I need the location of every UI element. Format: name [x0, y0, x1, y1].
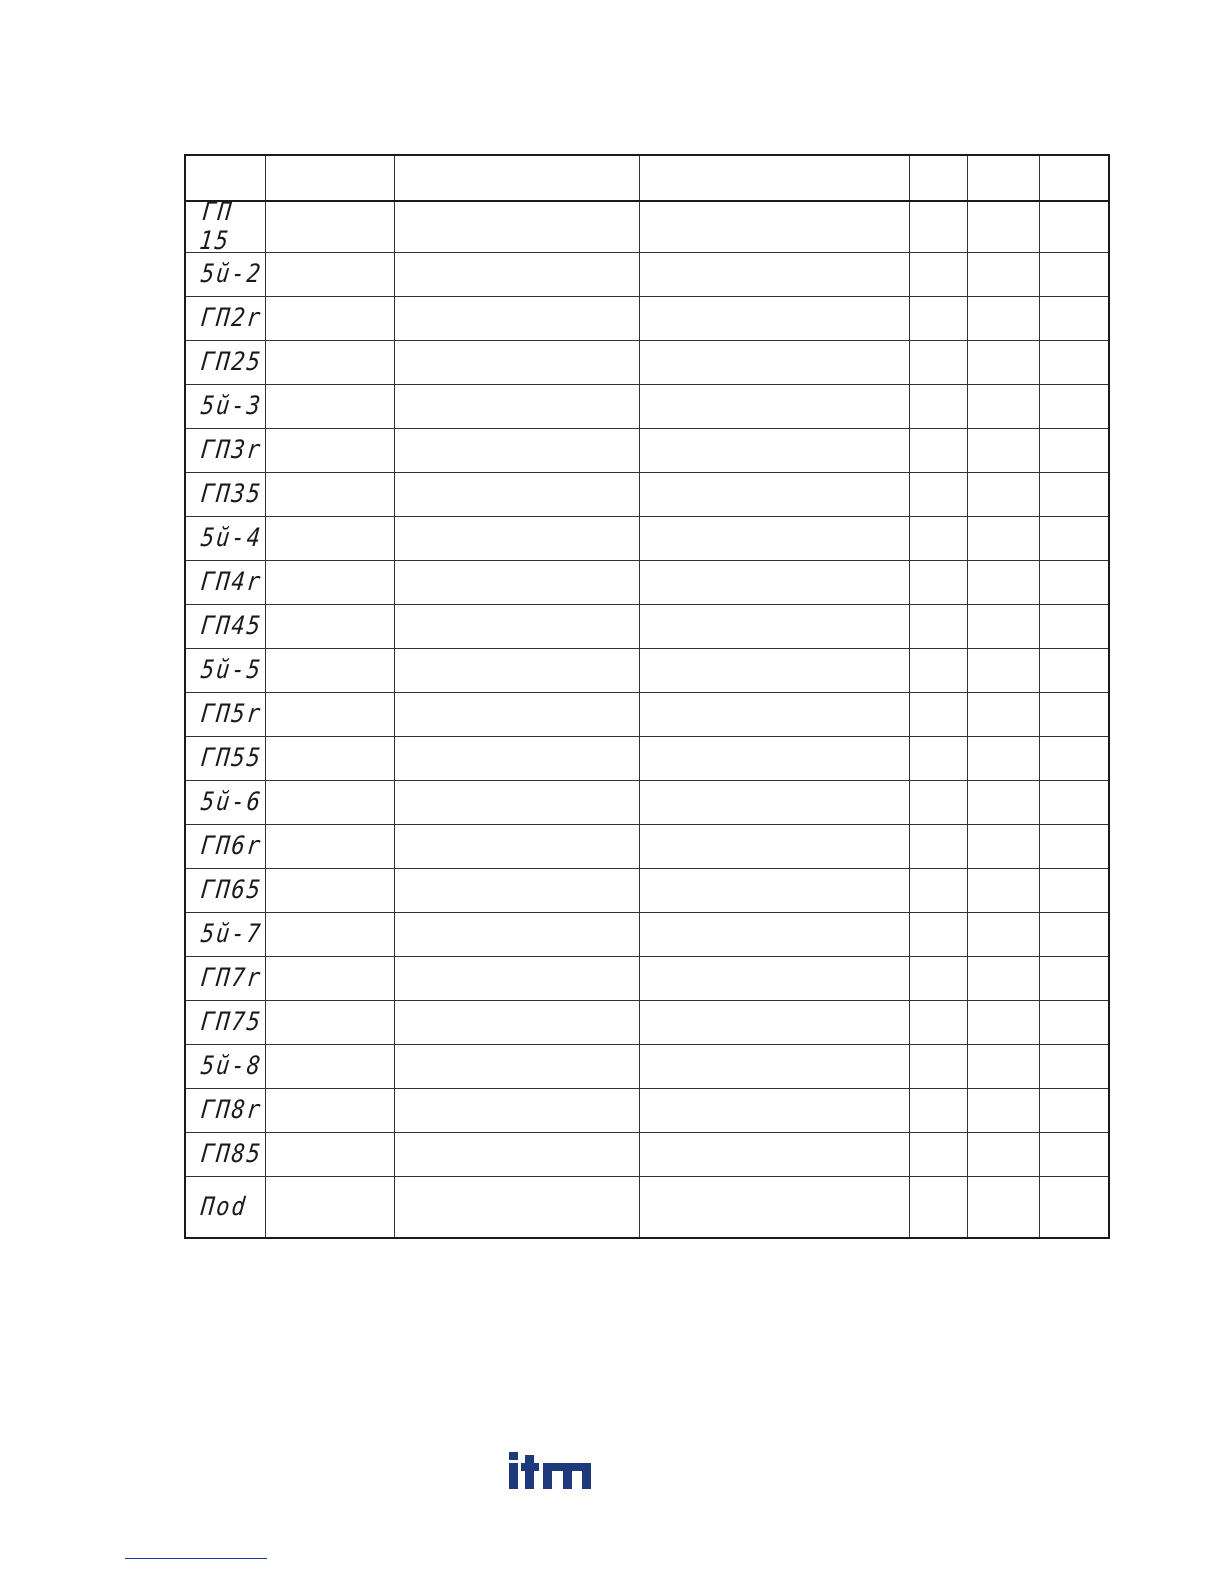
parameter-code: ΓΠ85 [199, 1140, 264, 1169]
table-cell [265, 1001, 394, 1045]
table-cell [967, 1001, 1039, 1045]
table-row [185, 825, 1109, 869]
table-cell [967, 781, 1039, 825]
parameter-code-cell [185, 825, 265, 869]
parameter-code: ΓΠ75 [199, 1008, 264, 1037]
table-cell [394, 341, 639, 385]
parameter-code-cell [185, 561, 265, 605]
table-cell [1039, 473, 1109, 517]
parameter-code-cell [185, 1001, 265, 1045]
table-cell [394, 297, 639, 341]
table-cell [639, 517, 909, 561]
table-cell [967, 253, 1039, 297]
table-cell [639, 473, 909, 517]
parameter-code-cell [185, 385, 265, 429]
table-cell [1039, 1089, 1109, 1133]
table-cell [1039, 693, 1109, 737]
table-cell [909, 737, 967, 781]
table-header-row [185, 155, 1109, 201]
table-row [185, 473, 1109, 517]
parameter-code-cell [185, 737, 265, 781]
table-cell [639, 957, 909, 1001]
table-cell [639, 693, 909, 737]
header-cell [909, 155, 967, 201]
table-row [185, 957, 1109, 1001]
table-cell [265, 1089, 394, 1133]
table-cell [1039, 341, 1109, 385]
table-cell [909, 341, 967, 385]
parameter-code: 5ŭ-8 [199, 1052, 264, 1081]
table-row [185, 605, 1109, 649]
table-row [185, 913, 1109, 957]
table-cell [909, 201, 967, 253]
parameter-code: Πod [199, 1192, 249, 1222]
header-cell [639, 155, 909, 201]
table-cell [1039, 1045, 1109, 1089]
parameter-code: ΓΠ45 [199, 612, 264, 641]
table-cell [967, 957, 1039, 1001]
parameter-code: 5ŭ-3 [199, 392, 264, 421]
table-cell [394, 869, 639, 913]
table-cell [967, 561, 1039, 605]
table-row [185, 1177, 1109, 1239]
table-row [185, 649, 1109, 693]
table-cell [394, 385, 639, 429]
table-cell [1039, 957, 1109, 1001]
table-row [185, 385, 1109, 429]
table-cell [265, 385, 394, 429]
table-cell [967, 737, 1039, 781]
table-cell [394, 253, 639, 297]
table-cell [265, 649, 394, 693]
footer-link-underline [125, 1558, 267, 1559]
table-cell [909, 869, 967, 913]
table-cell [394, 649, 639, 693]
table-cell [909, 825, 967, 869]
parameter-code: ΓΠ2r [199, 304, 264, 333]
table-cell [639, 913, 909, 957]
table-cell [967, 1177, 1039, 1239]
table-cell [639, 605, 909, 649]
table-row [185, 429, 1109, 473]
parameter-code-cell [185, 297, 265, 341]
parameter-code: ΓΠ7r [199, 964, 264, 993]
table-row [185, 253, 1109, 297]
table-cell [639, 1001, 909, 1045]
table-row [185, 869, 1109, 913]
table-cell [967, 1045, 1039, 1089]
table-cell [394, 429, 639, 473]
table-cell [265, 825, 394, 869]
parameter-code-cell [185, 605, 265, 649]
table-cell [394, 1001, 639, 1045]
parameter-code-cell [185, 473, 265, 517]
table-row [185, 1045, 1109, 1089]
table-cell [265, 253, 394, 297]
parameter-code-cell [185, 341, 265, 385]
parameter-code: ΓΠ25 [199, 348, 264, 377]
parameter-code-cell [185, 429, 265, 473]
table-cell [967, 297, 1039, 341]
table-cell [1039, 913, 1109, 957]
table-cell [909, 297, 967, 341]
table-cell [639, 297, 909, 341]
table-cell [1039, 869, 1109, 913]
header-cell [1039, 155, 1109, 201]
table-cell [1039, 1177, 1109, 1239]
parameter-code: ΓΠ4r [199, 568, 264, 597]
parameter-code-cell [185, 1089, 265, 1133]
table-cell [1039, 781, 1109, 825]
table-cell [639, 1045, 909, 1089]
parameter-code-cell [185, 913, 265, 957]
header-cell [265, 155, 394, 201]
table-row [185, 517, 1109, 561]
table-cell [1039, 1133, 1109, 1177]
table-cell [394, 913, 639, 957]
table-cell [1039, 253, 1109, 297]
table-row [185, 1001, 1109, 1045]
parameter-code: 5ŭ-6 [199, 788, 264, 817]
table-cell [967, 1133, 1039, 1177]
parameter-code: ΓΠ6r [199, 832, 264, 861]
table-row [185, 341, 1109, 385]
table-cell [909, 1177, 967, 1239]
parameter-code: ΓΠ3r [199, 436, 264, 465]
table-cell [394, 1045, 639, 1089]
table-cell [394, 473, 639, 517]
table-cell [909, 693, 967, 737]
table-cell [967, 869, 1039, 913]
parameter-table [184, 154, 1110, 1239]
table-cell [1039, 605, 1109, 649]
table-cell [909, 913, 967, 957]
table-cell [639, 825, 909, 869]
parameter-code-cell [185, 1177, 265, 1239]
table-cell [909, 473, 967, 517]
parameter-code: 5ŭ-4 [199, 524, 264, 553]
table-cell [909, 605, 967, 649]
table-row [185, 297, 1109, 341]
parameter-code-cell [185, 1133, 265, 1177]
table-cell [909, 517, 967, 561]
parameter-code: ΓΠ55 [199, 744, 264, 773]
table-row [185, 561, 1109, 605]
parameter-code: 5ŭ-7 [199, 920, 264, 949]
table-cell [639, 561, 909, 605]
table-cell [1039, 561, 1109, 605]
table-cell [265, 605, 394, 649]
table-cell [394, 693, 639, 737]
table-cell [265, 341, 394, 385]
parameter-code-cell [185, 517, 265, 561]
table-cell [967, 649, 1039, 693]
table-cell [394, 1177, 639, 1239]
table-cell [639, 1133, 909, 1177]
parameter-code-cell [185, 869, 265, 913]
parameter-code-cell [185, 253, 265, 297]
table-row [185, 201, 1109, 253]
table-cell [1039, 737, 1109, 781]
table-cell [265, 1133, 394, 1177]
parameter-code: ΓΠ8r [199, 1096, 264, 1125]
table-cell [265, 693, 394, 737]
table-cell [967, 605, 1039, 649]
table-cell [265, 517, 394, 561]
parameter-code: ΓΠ65 [199, 876, 264, 905]
table-cell [639, 1177, 909, 1239]
table-cell [909, 781, 967, 825]
table-cell [909, 1133, 967, 1177]
table-cell [394, 561, 639, 605]
table-cell [639, 201, 909, 253]
table-cell [909, 561, 967, 605]
header-cell [967, 155, 1039, 201]
table-cell [909, 1001, 967, 1045]
table-cell [265, 913, 394, 957]
table-cell [967, 1089, 1039, 1133]
table-cell [909, 957, 967, 1001]
table-cell [265, 297, 394, 341]
table-cell [967, 341, 1039, 385]
table-cell [639, 781, 909, 825]
table-cell [967, 517, 1039, 561]
table-cell [639, 1089, 909, 1133]
table-cell [639, 869, 909, 913]
table-cell [967, 825, 1039, 869]
table-row [185, 1089, 1109, 1133]
table-cell [909, 253, 967, 297]
table-cell [1039, 825, 1109, 869]
table-cell [394, 825, 639, 869]
table-cell [909, 429, 967, 473]
table-row [185, 693, 1109, 737]
table-cell [909, 385, 967, 429]
parameter-code-cell [185, 1045, 265, 1089]
table-cell [394, 781, 639, 825]
parameter-code: 5ŭ-2 [199, 260, 264, 289]
table-row [185, 737, 1109, 781]
parameter-code-cell [185, 957, 265, 1001]
table-cell [1039, 1001, 1109, 1045]
table-cell [265, 429, 394, 473]
parameter-code: ΓΠ35 [199, 480, 264, 509]
table-cell [639, 341, 909, 385]
table-cell [639, 429, 909, 473]
table-cell [909, 1089, 967, 1133]
parameter-code-cell [185, 649, 265, 693]
table-cell [1039, 201, 1109, 253]
table-cell [265, 737, 394, 781]
table-cell [394, 1133, 639, 1177]
table-row [185, 1133, 1109, 1177]
header-cell [394, 155, 639, 201]
table-cell [1039, 517, 1109, 561]
table-cell [909, 1045, 967, 1089]
table-cell [967, 913, 1039, 957]
table-cell [394, 737, 639, 781]
table-cell [1039, 385, 1109, 429]
table-cell [265, 957, 394, 1001]
table-cell [265, 1177, 394, 1239]
table-row [185, 781, 1109, 825]
table-cell [1039, 649, 1109, 693]
header-cell [185, 155, 265, 201]
table-cell [639, 649, 909, 693]
table-cell [967, 429, 1039, 473]
table-cell [265, 1045, 394, 1089]
table-cell [1039, 429, 1109, 473]
parameter-code: ΓΠ5r [199, 700, 264, 729]
table-cell [909, 649, 967, 693]
table-cell [265, 781, 394, 825]
parameter-code-cell [185, 198, 265, 256]
table-cell [967, 473, 1039, 517]
itm-logo [507, 1450, 593, 1492]
table-cell [639, 253, 909, 297]
table-cell [265, 561, 394, 605]
table-cell [265, 473, 394, 517]
table-cell [1039, 297, 1109, 341]
parameter-code: ΓΠ 15 [197, 198, 235, 256]
table-cell [639, 737, 909, 781]
table-cell [967, 385, 1039, 429]
table-cell [394, 201, 639, 253]
table-cell [394, 957, 639, 1001]
table-cell [639, 385, 909, 429]
table-cell [967, 693, 1039, 737]
table-cell [394, 517, 639, 561]
parameter-code: 5ŭ-5 [199, 656, 264, 685]
table-body [185, 198, 1109, 1238]
parameter-code-cell [185, 781, 265, 825]
table-cell [967, 201, 1039, 253]
table-cell [394, 1089, 639, 1133]
table-cell [265, 201, 394, 253]
table-cell [265, 869, 394, 913]
parameter-code-cell [185, 693, 265, 737]
table-cell [394, 605, 639, 649]
